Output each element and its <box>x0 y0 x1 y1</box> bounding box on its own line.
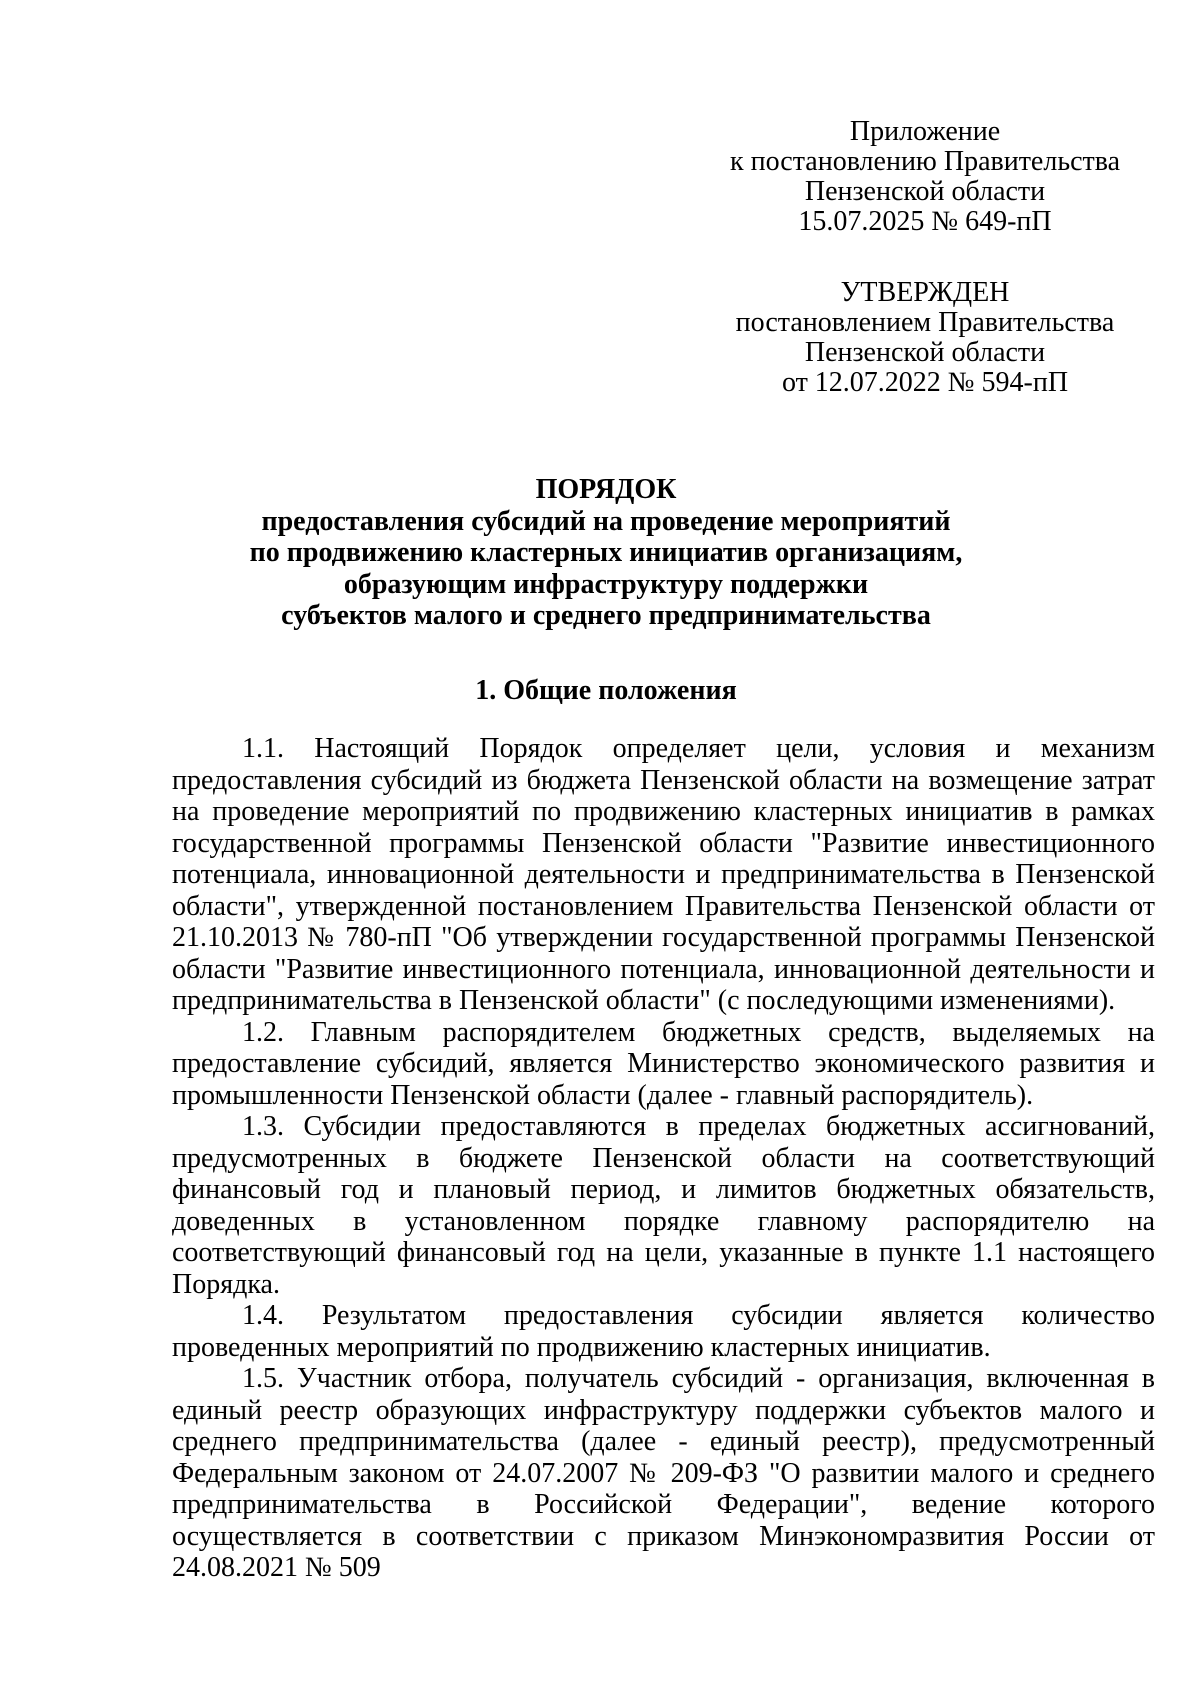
approval-line-3: Пензенской области <box>804 337 1046 368</box>
paragraph-1-4: 1.4. Результатом предоставления субсидии является количество проведенных мероприятий по продвижению кластерных инициатив. <box>172 1300 1155 1363</box>
approval-line-2: постановлением Правительства <box>735 307 1115 338</box>
paragraph-1-1: 1.1. Настоящий Порядок определяет цели, условия и механизм предоставления субсидий из бюджета Пензенской области на возмещение затрат на проведение мероприятий по продвижению кластерных инициатив в рамках государственной программы Пензенской области "Развитие инвестиционного потенциала, инновационной деятельности и предпринимательства в Пензенской области", утвержденной постановлением Правительства Пензенской области от 21.10.2013 № 780-пП "Об утверждении государственной программы Пензенской области "Развитие инвестиционного потенциала, инновационной деятельности и предпринимательства в Пензенской области" (с последующими изменениями). <box>172 733 1155 1016</box>
appendix-line-4: 15.07.2025 № 649-пП <box>798 206 1052 237</box>
approval-block <box>730 278 1120 398</box>
appendix-line-1: Приложение <box>849 116 1001 147</box>
title-main: ПОРЯДОК <box>535 474 677 505</box>
appendix-line-3: Пензенской области <box>804 176 1046 207</box>
document-title <box>172 474 1040 632</box>
appendix-block <box>730 117 1120 237</box>
paragraph-1-3: 1.3. Субсидии предоставляются в пределах бюджетных ассигнований, предусмотренных в бюджете Пензенской области на соответствующий финансовый год и плановый период, и лимитов бюджетных обязательств, доведенных в установленном порядке главному распорядителю на соответствующий финансовый год на цели, указанные в пункте 1.1 настоящего Порядка. <box>172 1111 1155 1300</box>
section-body <box>172 733 1155 1584</box>
title-line-1: предоставления субсидий на проведение мероприятий <box>261 505 951 537</box>
approval-line-1: УТВЕРЖДЕН <box>840 277 1010 308</box>
section-heading: 1. Общие положения <box>475 675 737 706</box>
approval-line-4: от 12.07.2022 № 594-пП <box>781 367 1069 398</box>
paragraph-1-2: 1.2. Главным распорядителем бюджетных средств, выделяемых на предоставление субсидий, является Министерство экономического развития и промышленности Пензенской области (далее - главный распорядитель). <box>172 1016 1155 1111</box>
title-line-2: по продвижению кластерных инициатив организациям, <box>249 537 963 568</box>
title-line-4: субъектов малого и среднего предпринимательства <box>281 600 931 631</box>
appendix-line-2: к постановлению Правительства <box>730 146 1121 177</box>
paragraph-1-5: 1.5. Участник отбора, получатель субсидий - организация, включенная в единый реестр образующих инфраструктуру поддержки субъектов малого и среднего предпринимательства (далее - единый реестр), предусмотренный Федеральным законом от 24.07.2007 № 209-ФЗ "О развитии малого и среднего предпринимательства в Российской Федерации", ведение которого осуществляется в соответствии с приказом Минэкономразвития России от 24.08.2021 № 509 <box>172 1363 1155 1583</box>
title-line-3: образующим инфраструктуру поддержки <box>343 568 869 600</box>
